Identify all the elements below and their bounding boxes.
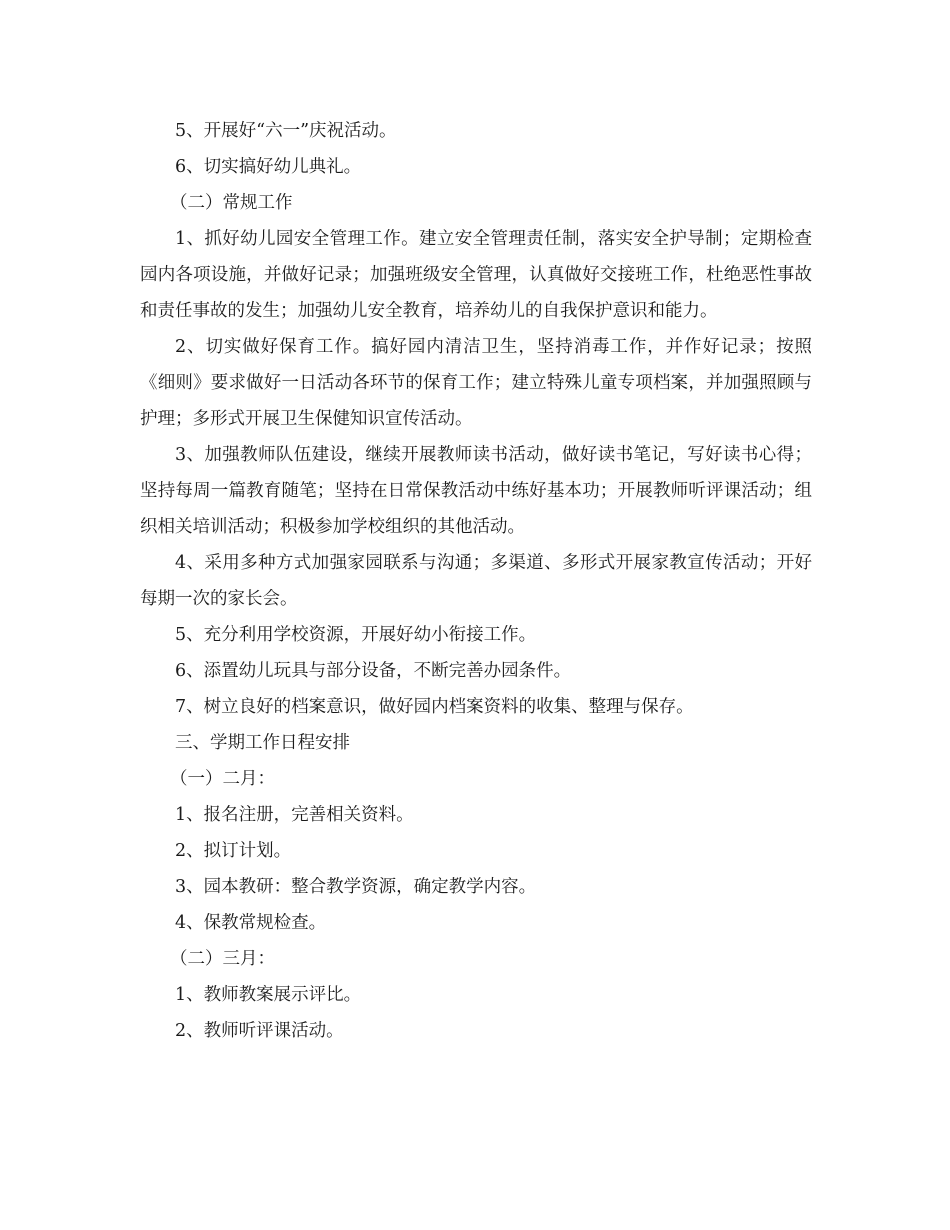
- list-item-plan: 2、拟订计划。: [175, 841, 292, 861]
- paragraph-item-6-ceremony: 6、切实搞好幼儿典礼。: [175, 157, 362, 177]
- paragraph-transition-work: 5、充分利用学校资源，开展好幼小衔接工作。: [175, 625, 537, 645]
- paragraph-care-work: 2、切实做好保育工作。搞好园内清洁卫生，坚持消毒工作，并作好记录；按照《细则》要求做好一日活动各环节的保育工作；建立特殊儿童专项档案，并加强照顾与护理；多形式开展卫生保健知识宣传活动。: [140, 337, 812, 429]
- paragraph-safety-management: 1、抓好幼儿园安全管理工作。建立安全管理责任制，落实安全护导制；定期检查园内各项设施，并做好记录；加强班级安全管理，认真做好交接班工作，杜绝恶性事故和责任事故的发生；加强幼儿安全教育，培养幼儿的自我保护意识和能力。: [140, 229, 812, 321]
- list-item-inspection: 4、保教常规检查。: [175, 913, 327, 933]
- paragraph-equipment: 6、添置幼儿玩具与部分设备，不断完善办园条件。: [175, 661, 572, 681]
- paragraph-archives: 7、树立良好的档案意识，做好园内档案资料的收集、整理与保存。: [175, 697, 694, 717]
- section-heading-schedule: 三、学期工作日程安排: [175, 733, 350, 753]
- paragraph-home-school-contact: 4、采用多种方式加强家园联系与沟通；多渠道、多形式开展家教宣传活动；开好每期一次的家长会。: [140, 553, 812, 609]
- list-item-research: 3、园本教研：整合教学资源，确定教学内容。: [175, 877, 537, 897]
- list-item-lesson-observation: 2、教师听评课活动。: [175, 1021, 344, 1041]
- section-heading-routine-work: （二）常规工作: [170, 193, 293, 213]
- subheading-march: （二）三月：: [170, 949, 275, 969]
- list-item-registration: 1、报名注册，完善相关资料。: [175, 805, 414, 825]
- document-body: [140, 113, 812, 1049]
- paragraph-teacher-team: 3、加强教师队伍建设，继续开展教师读书活动，做好读书笔记，写好读书心得；坚持每周一篇教育随笔；坚持在日常保教活动中练好基本功；开展教师听评课活动；组织相关培训活动；积极参加学校组织的其他活动。: [140, 445, 812, 537]
- paragraph-item-5-june-first: 5、开展好“六一”庆祝活动。: [175, 121, 397, 141]
- subheading-february: （一）二月：: [170, 769, 275, 789]
- list-item-lesson-plan-contest: 1、教师教案展示评比。: [175, 985, 362, 1005]
